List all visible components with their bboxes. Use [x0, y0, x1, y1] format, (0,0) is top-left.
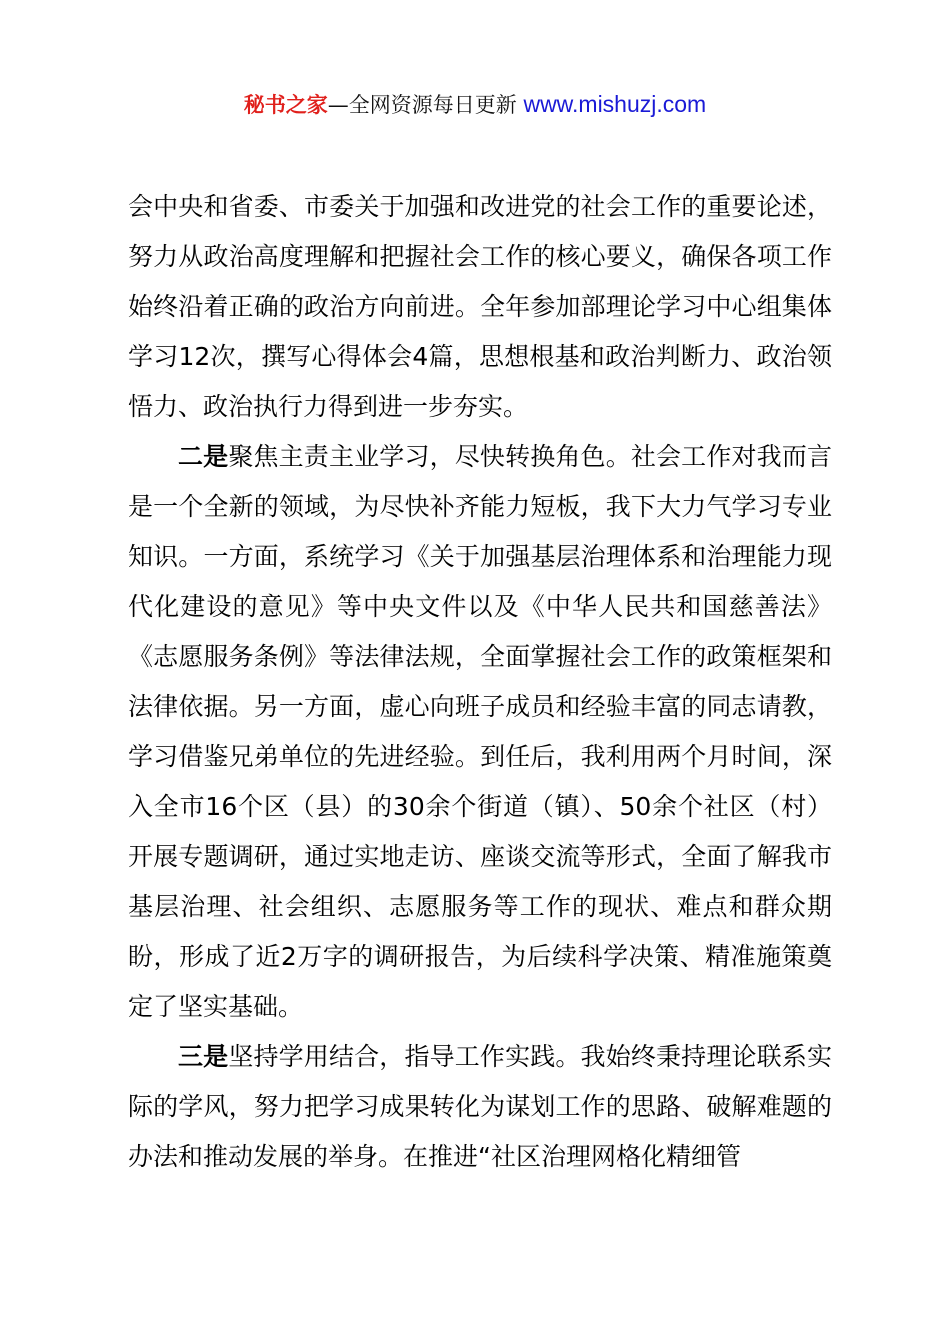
document-body	[128, 182, 832, 1182]
paragraph-lead: 二是	[178, 442, 229, 471]
paragraph-third-point	[128, 1032, 832, 1182]
site-brand: 秘书之家	[243, 93, 328, 117]
site-header	[0, 88, 950, 121]
paragraph-text: 坚持学用结合，指导工作实践。我始终秉持理论联系实际的学风，努力把学习成果转化为谋划工作的思路、破解难题的办法和推动发展的举身。在推进“社区治理网格化精细管	[128, 1042, 832, 1171]
paragraph-second-point	[128, 432, 832, 1032]
site-url-link[interactable]: www.mishuzj.com	[523, 91, 707, 117]
paragraph-text: 会中央和省委、市委关于加强和改进党的社会工作的重要论述，努力从政治高度理解和把握社会工作的核心要义，确保各项工作始终沿着正确的政治方向前进。全年参加部理论学习中心组集体学习12次，撰写心得体会4篇，思想根基和政治判断力、政治领悟力、政治执行力得到进一步夯实。	[128, 192, 832, 421]
paragraph-continued	[128, 182, 832, 432]
paragraph-text: 聚焦主责主业学习，尽快转换角色。社会工作对我而言是一个全新的领域，为尽快补齐能力短板，我下大力气学习专业知识。一方面，系统学习《关于加强基层治理体系和治理能力现代化建设的意见》等中央文件以及《中华人民共和国慈善法》《志愿服务条例》等法律法规，全面掌握社会工作的政策框架和法律依据。另一方面，虚心向班子成员和经验丰富的同志请教，学习借鉴兄弟单位的先进经验。到任后，我利用两个月时间，深入全市16个区（县）的30余个街道（镇）、50余个社区（村）开展专题调研，通过实地走访、座谈交流等形式，全面了解我市基层治理、社会组织、志愿服务等工作的现状、难点和群众期盼，形成了近2万字的调研报告，为后续科学决策、精准施策奠定了坚实基础。	[128, 442, 832, 1021]
paragraph-lead: 三是	[178, 1042, 229, 1071]
site-tagline: —全网资源每日更新	[327, 93, 517, 117]
